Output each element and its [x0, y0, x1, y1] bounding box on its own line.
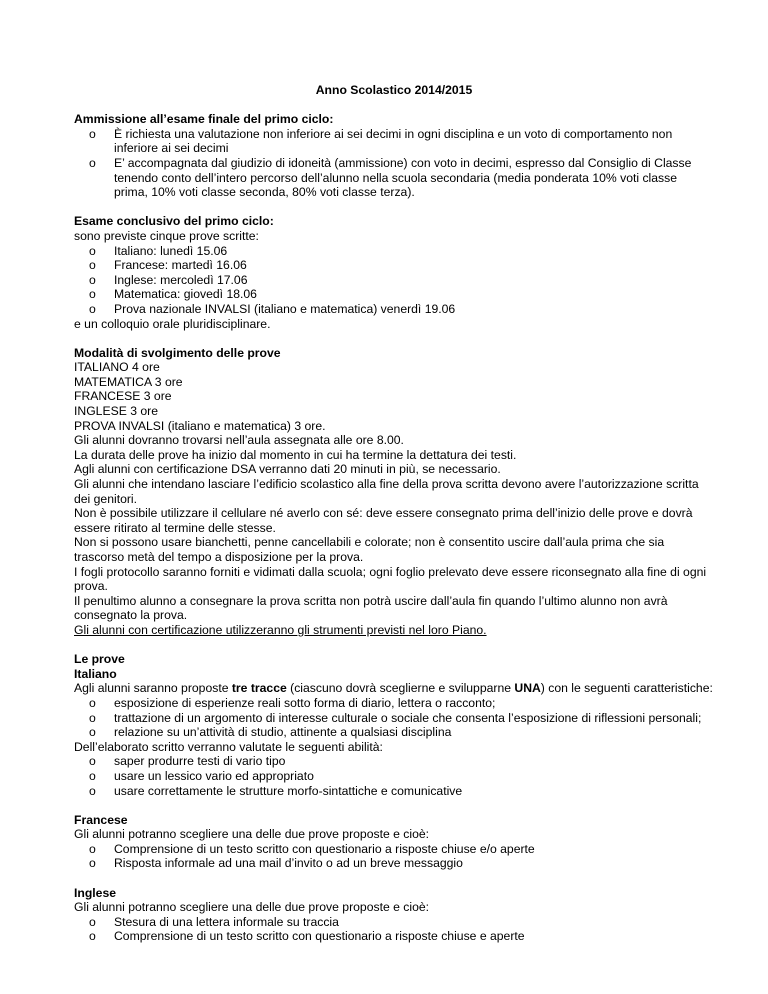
modalita-heading: Modalità di svolgimento delle prove: [74, 345, 281, 360]
francese-intro: Gli alunni potranno scegliere una delle due prove proposte e cioè:: [74, 827, 430, 842]
ammissione-heading: Ammissione all’esame finale del primo ciclo:: [74, 112, 334, 127]
intro-text: (ciascuno dovrà sceglierne e svilupparne: [286, 681, 515, 696]
list-item: o Francese: martedì 16.06: [74, 258, 714, 273]
list-item: o Risposta informale ad una mail d’invito o ad un breve messaggio: [74, 856, 714, 871]
list-item: o relazione su un’attività di studio, attinente a qualsiasi disciplina: [74, 725, 714, 740]
italiano-heading: Italiano: [74, 666, 117, 681]
spacer: [74, 98, 714, 113]
spacer: [74, 200, 714, 215]
list-item: o Stesura di una lettera informale su traccia: [74, 915, 714, 930]
paragraph-line: Il penultimo alunno a consegnare la prova scritta non potrà uscire dall’aula fin quando l’ultimo alunno non avrà consegnato la prova.: [74, 593, 668, 623]
list-item: o Inglese: mercoledì 17.06: [74, 273, 714, 288]
paragraph-line: La durata delle prove ha inizio dal momento in cui ha termine la dettatura dei testi.: [74, 447, 517, 462]
list-item: o usare un lessico vario ed appropriato: [74, 769, 714, 784]
paragraph-line: MATEMATICA 3 ore: [74, 374, 183, 389]
list-item: o Prova nazionale INVALSI (italiano e matematica) venerdì 19.06: [74, 302, 714, 317]
paragraph-line: I fogli protocollo saranno forniti e vidimati dalla scuola; ogni foglio prelevato deve essere riconsegnato alla fine di ogni prova.: [74, 564, 707, 594]
list-item: o E’ accompagnata dal giudizio di idoneità (ammissione) con voto in decimi, espresso dal Consiglio di Classe tenendo conto dell’intero percorso dell’alunno nella scuola secondaria (media ponderata 10% voti classe prima, 10% voti classe seconda, 80% voti classe terza).: [74, 156, 714, 200]
list-item: o Italiano: lunedì 15.06: [74, 244, 714, 259]
list-item: o Matematica: giovedì 18.06: [74, 287, 714, 302]
abilita-list: [74, 754, 714, 798]
list-item: o È richiesta una valutazione non inferiore ai sei decimi in ogni disciplina e un voto di comportamento non inferiore ai sei decimi: [74, 127, 714, 156]
francese-heading: Francese: [74, 812, 128, 827]
spacer: [74, 638, 714, 653]
spacer: [74, 871, 714, 886]
list-item: o trattazione di un argomento di interesse culturale o sociale che consenta l’esposizione di riflessioni personali;: [74, 711, 714, 726]
emphasis-text: UNA: [514, 681, 541, 696]
paragraph-line: FRANCESE 3 ore: [74, 389, 172, 404]
inglese-heading: Inglese: [74, 885, 116, 900]
italiano-intro: [74, 681, 714, 696]
list-item: o Comprensione di un testo scritto con questionario a risposte chiuse e/o aperte: [74, 842, 714, 857]
spacer: [74, 798, 714, 813]
list-item: o esposizione di esperienze reali sotto forma di diario, lettera o racconto;: [74, 696, 714, 711]
intro-text: Agli alunni saranno proposte: [74, 681, 232, 696]
underlined-note: Gli alunni con certificazione utilizzeranno gli strumenti previsti nel loro Piano.: [74, 622, 487, 637]
document-page: [74, 83, 714, 944]
esame-list: [74, 244, 714, 317]
paragraph-line: Non si possono usare bianchetti, penne cancellabili e colorate; non è consentito uscire dall’aula prima che sia trascorso metà del tempo a disposizione per la prova.: [74, 535, 665, 564]
paragraph-line: Gli alunni dovranno trovarsi nell’aula assegnata alle ore 8.00.: [74, 433, 404, 448]
abilita-intro: Dell’elaborato scritto verranno valutate le seguenti abilità:: [74, 739, 383, 754]
spacer: [74, 331, 714, 346]
francese-list: [74, 842, 714, 871]
emphasis-text: tre tracce: [231, 681, 287, 696]
paragraph-line: Non è possibile utilizzare il cellulare né averlo con sé: deve essere consegnato prima dell’inizio delle prove e dovrà essere ritirato al termine delle stesse.: [74, 506, 693, 535]
list-item: o usare correttamente le strutture morfo-sintattiche e comunicative: [74, 784, 714, 799]
italiano-tracce-list: [74, 696, 714, 740]
inglese-intro: Gli alunni potranno scegliere una delle due prove proposte e cioè:: [74, 900, 430, 915]
ammissione-list: [74, 127, 714, 200]
list-item: o Comprensione di un testo scritto con questionario a risposte chiuse e aperte: [74, 929, 714, 944]
inglese-list: [74, 915, 714, 944]
prove-heading: Le prove: [74, 652, 125, 667]
esame-heading: Esame conclusivo del primo ciclo:: [74, 214, 274, 229]
document-title: Anno Scolastico 2014/2015: [315, 83, 473, 97]
intro-text: ) con le seguenti caratteristiche:: [540, 681, 713, 696]
paragraph-line: Gli alunni che intendano lasciare l’edificio scolastico alla fine della prova scritta devono avere l’autorizzazione scritta dei genitori.: [74, 477, 699, 506]
paragraph-line: Agli alunni con certificazione DSA verranno dati 20 minuti in più, se necessario.: [74, 462, 501, 477]
paragraph-line: ITALIANO 4 ore: [74, 360, 160, 375]
esame-intro: sono previste cinque prove scritte:: [74, 228, 259, 243]
paragraph-line: INGLESE 3 ore: [74, 404, 158, 419]
esame-outro: e un colloquio orale pluridisciplinare.: [74, 316, 271, 331]
list-item: o saper produrre testi di vario tipo: [74, 754, 714, 769]
paragraph-line: PROVA INVALSI (italiano e matematica) 3 ore.: [74, 418, 326, 433]
